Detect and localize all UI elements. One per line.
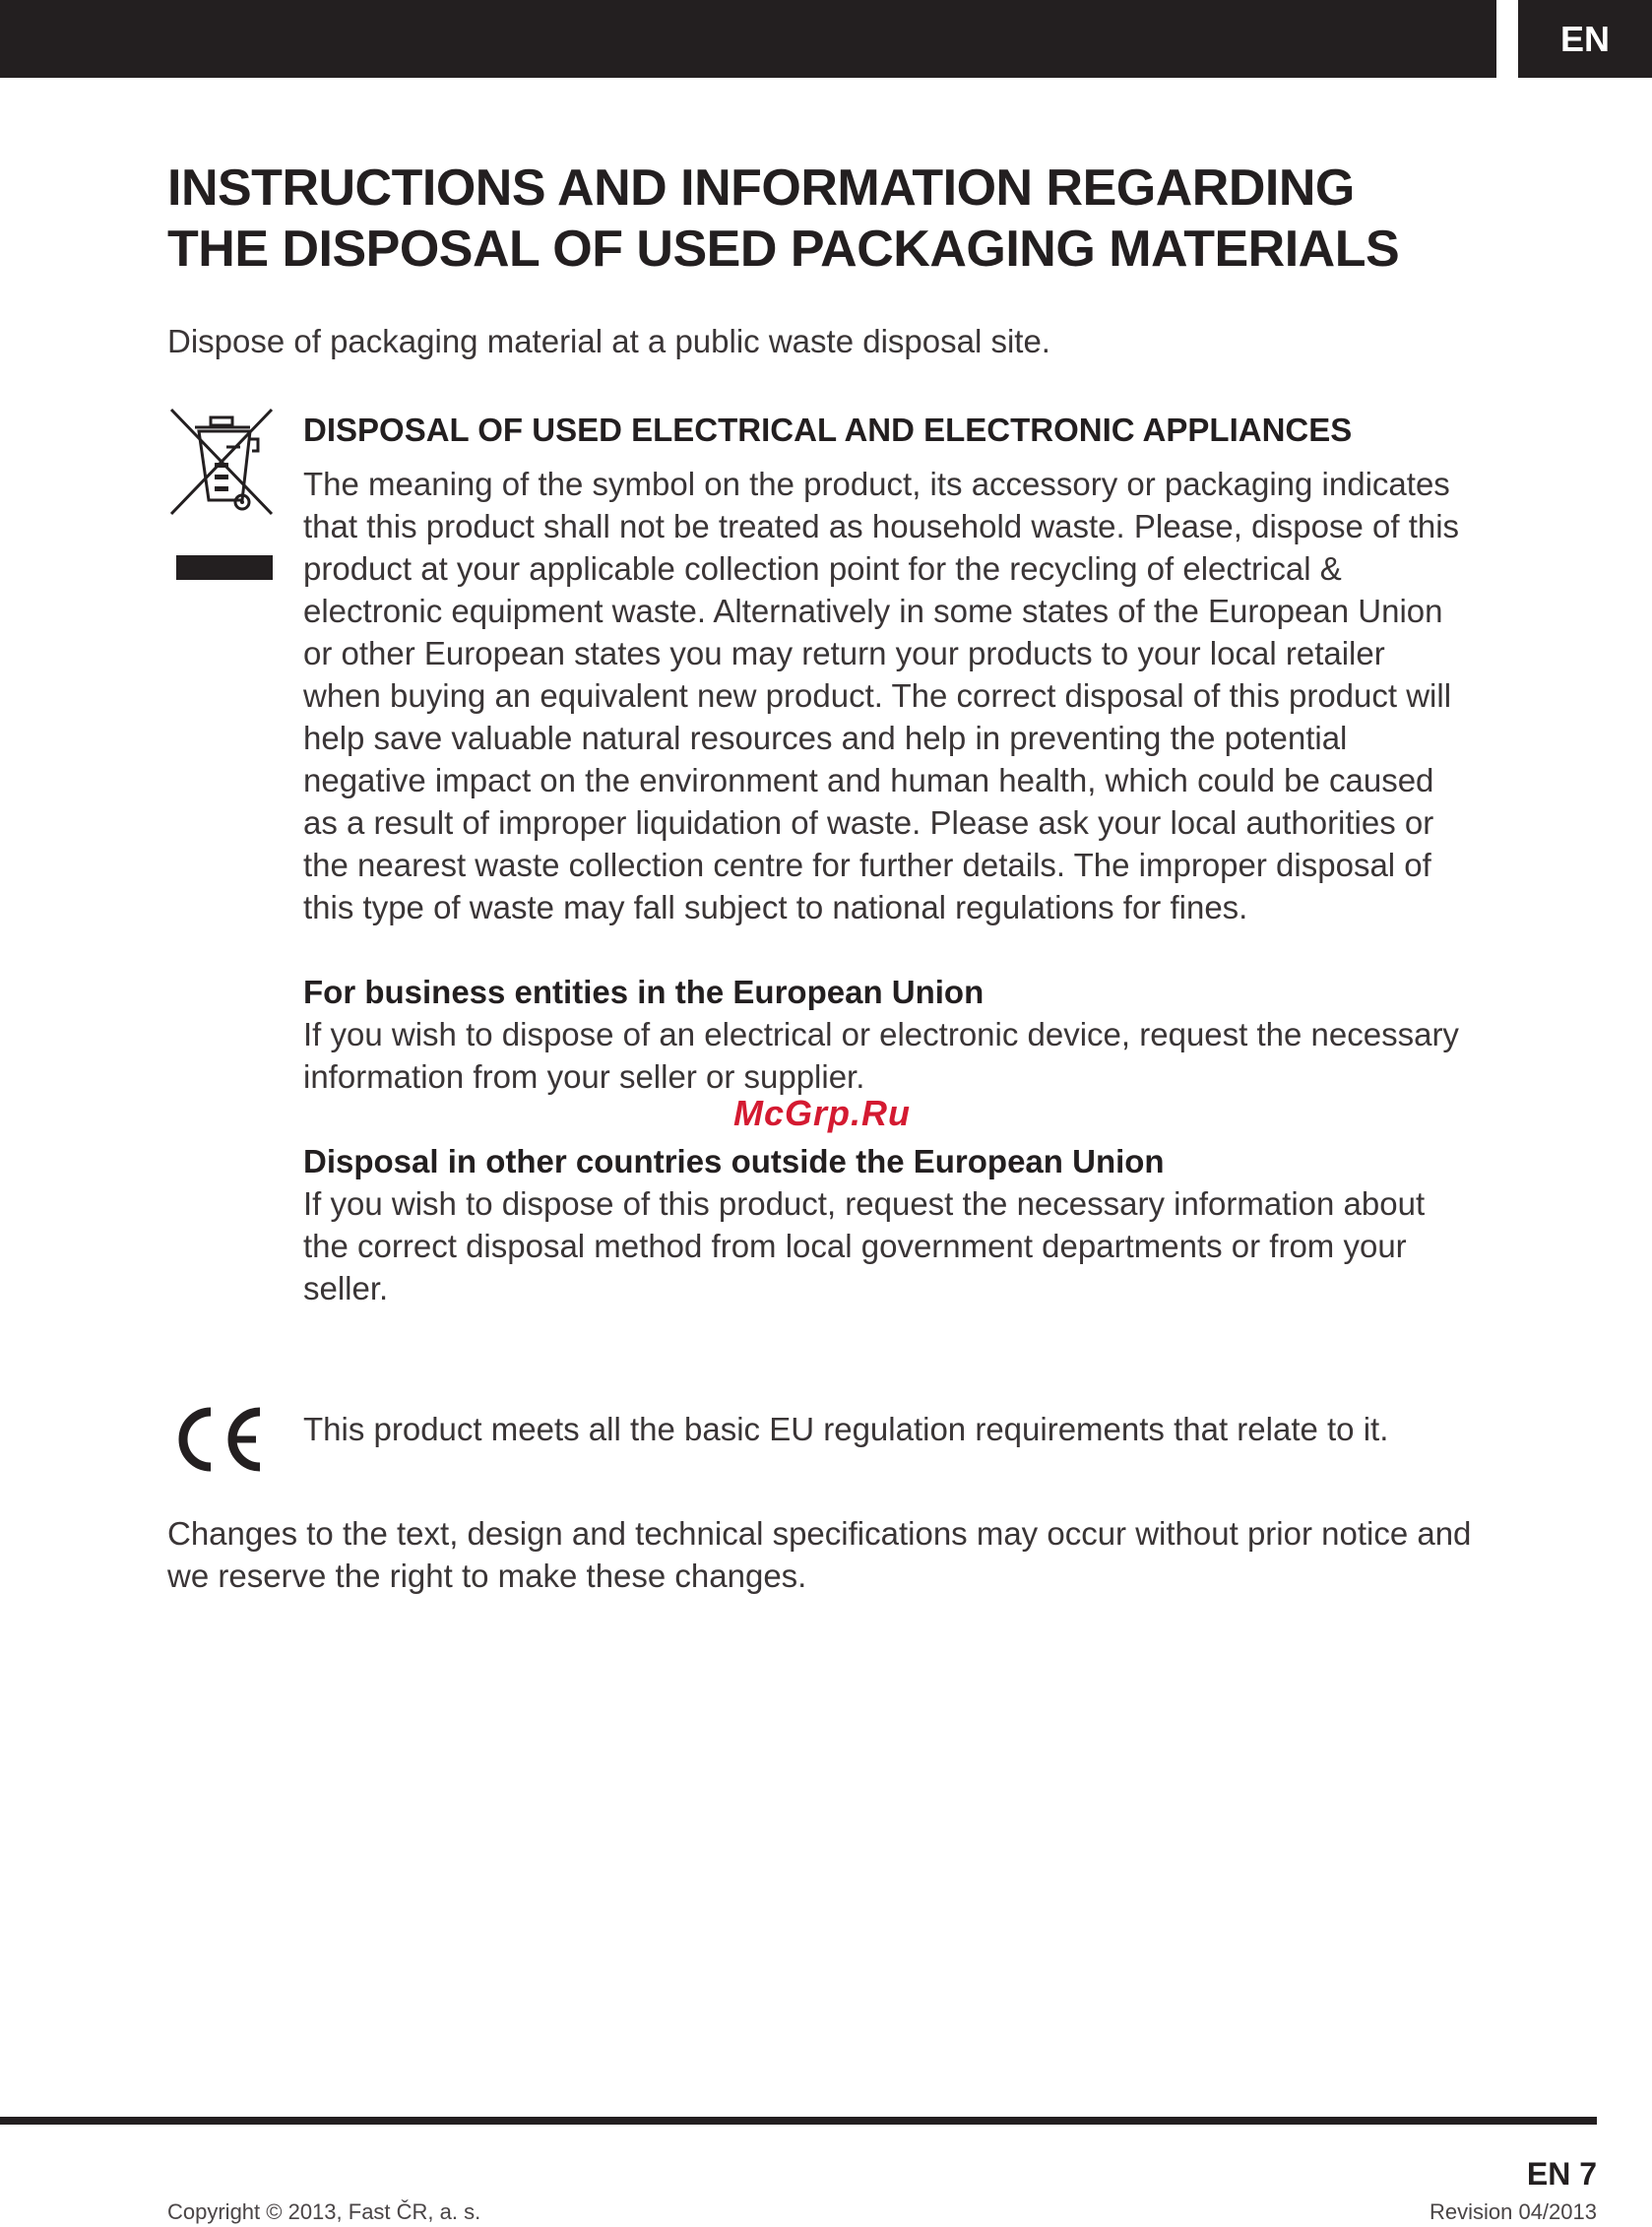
watermark: McGrp.Ru xyxy=(733,1093,912,1133)
ce-mark-icon xyxy=(167,1404,266,1475)
weee-section xyxy=(303,409,1465,1309)
other-countries-body: If you wish to dispose of this product, request the necessary information about the correct disposal method from local government departments or from your seller. xyxy=(303,1185,1426,1306)
weee-body: The meaning of the symbol on the product, its accessory or packaging indicates that this product shall not be treated as household waste. Please, dispose of this product at your applicable collection point for the recycling of electrical & electronic equipment waste. Alternatively in some states of the European Union or other European states you may return your products to your local retailer when buying an equivalent new product. The correct disposal of this product will help save valuable natural resources and help in preventing the potential negative impact on the environment and human health, which could be caused as a result of improper liquidation of waste. Please ask your local authorities or the nearest waste collection centre for further details. The improper disposal of this type of waste may fall subject to national regulations for fines. xyxy=(303,466,1460,925)
header-bar xyxy=(0,0,1496,78)
ce-text: This product meets all the basic EU regulation requirements that relate to it. xyxy=(303,1411,1389,1447)
page-title xyxy=(167,158,1447,280)
page-title-line-1: INSTRUCTIONS AND INFORMATION REGARDING xyxy=(167,159,1355,217)
crossed-out-wheelie-bin-icon xyxy=(167,406,276,583)
business-body: If you wish to dispose of an electrical or electronic device, request the necessary information from your seller or supplier. xyxy=(303,1016,1459,1095)
language-tab: EN xyxy=(1518,0,1652,78)
ce-row xyxy=(167,1398,1467,1477)
weee-heading: DISPOSAL OF USED ELECTRICAL AND ELECTRONIC APPLIANCES xyxy=(303,412,1353,448)
intro-text: Dispose of packaging material at a public waste disposal site. xyxy=(167,323,1050,359)
other-countries-heading: Disposal in other countries outside the European Union xyxy=(303,1143,1165,1179)
business-heading: For business entities in the European Union xyxy=(303,974,985,1010)
revision-text: Revision 04/2013 xyxy=(1429,2199,1597,2224)
changes-notice: Changes to the text, design and technical specifications may occur without prior notice and we reserve the right to make these changes. xyxy=(167,1515,1472,1594)
copyright-text: Copyright © 2013, Fast ČR, a. s. xyxy=(167,2199,481,2224)
page-title-line-2: THE DISPOSAL OF USED PACKAGING MATERIALS xyxy=(167,221,1400,278)
page-number: EN 7 xyxy=(1526,2156,1597,2192)
footer-rule xyxy=(0,2117,1597,2125)
